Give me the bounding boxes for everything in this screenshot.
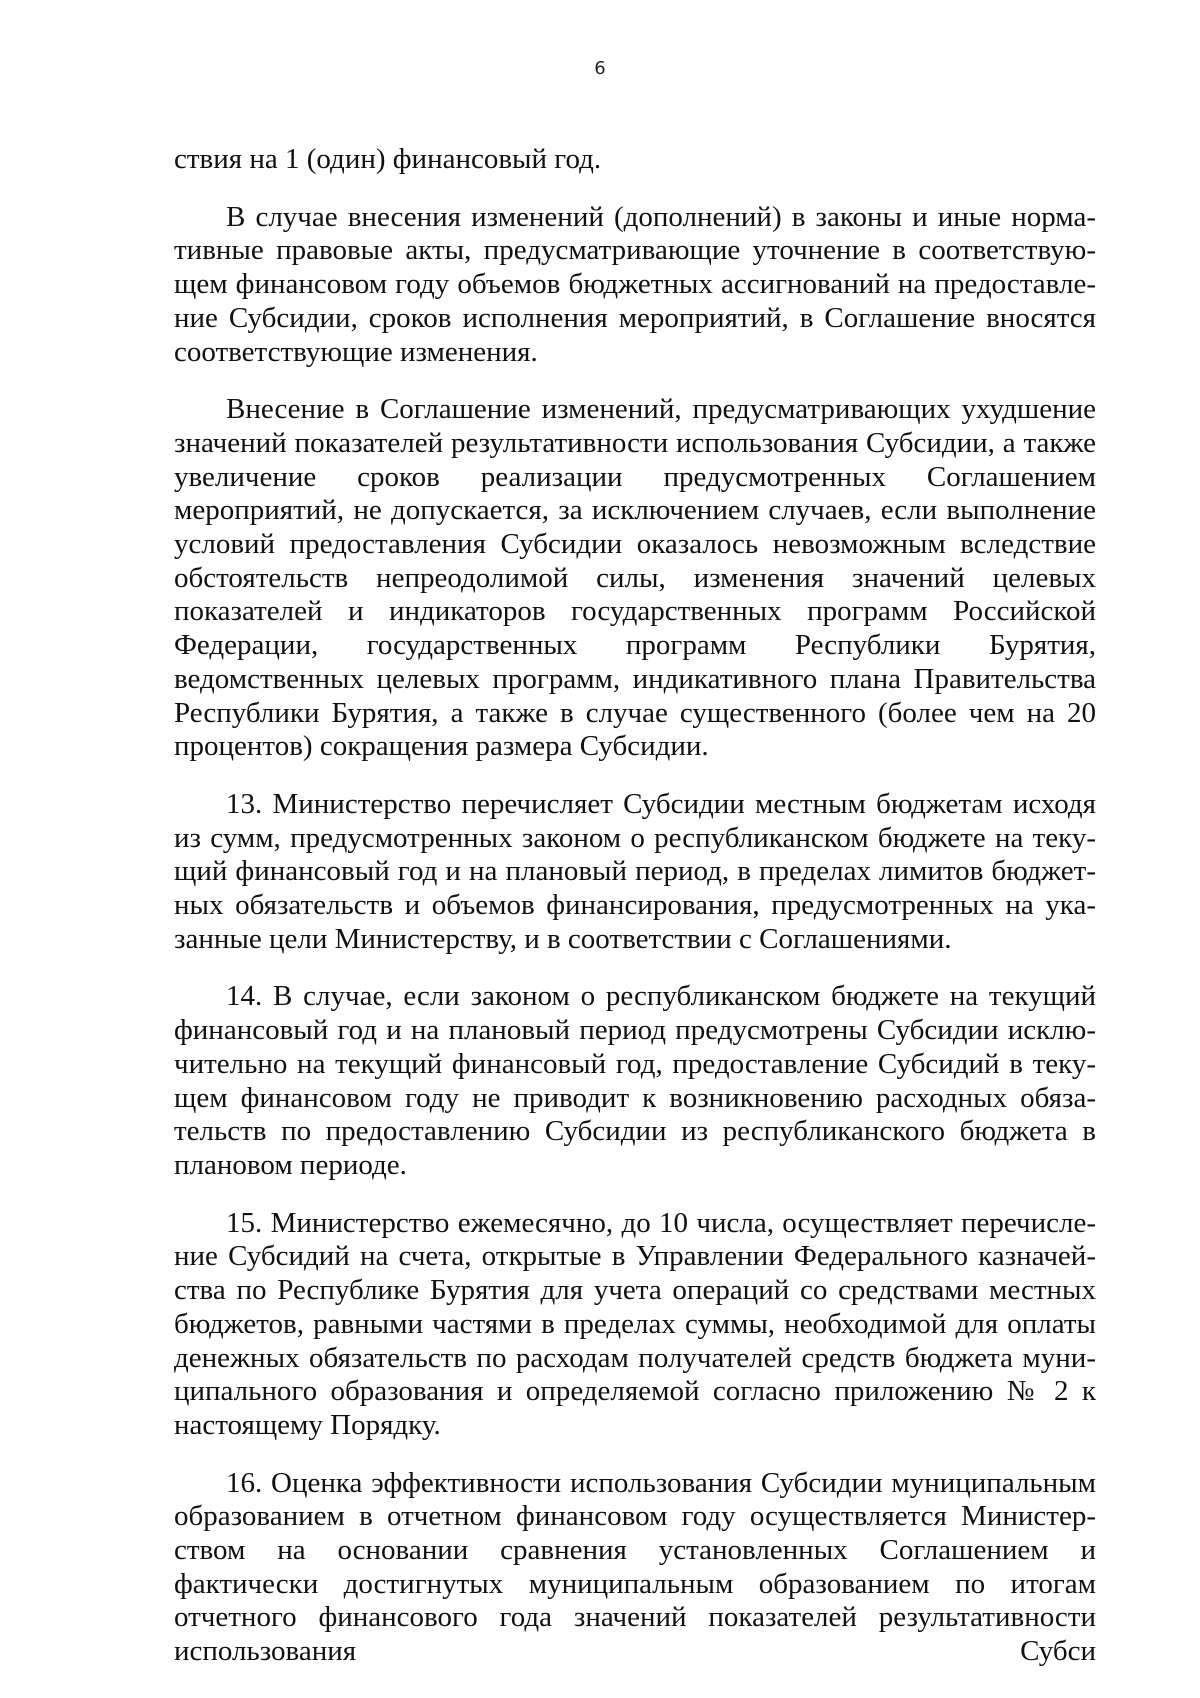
paragraph-item-15: 15. Министерство ежемесячно, до 10 числа, осуществляет перечисление Субсидий на счета, открытые в Управлении Федерального казначейства по Республике Бурятия для учета операций со средствами местных бюджетов, равными частями в пределах суммы, необходимой для оплаты денежных обязательств по расходам получателей средств бюджета муниципального образования и определяемой согласно приложению № 2 к настоящему Порядку. bbox=[174, 1206, 1096, 1441]
paragraph-item-14: 14. В случае, если законом о республиканском бюджете на текущий финансовый год и на плановый период предусмотрены Субсидии исключительно на текущий финансовый год, предоставление Субсидий в текущем финансовом году не приводит к возникновению расходных обязательств по предоставлению Субсидии из республиканского бюджета в плановом периоде. bbox=[174, 980, 1096, 1181]
paragraph-item-13: 13. Министерство перечисляет Субсидии местным бюджетам исходя из сумм, предусмотренных законом о республиканском бюджете на текущий финансовый год и на плановый период, в пределах лимитов бюджетных обязательств и объемов финансирования, предусмотренных на указанные цели Министерству, и в соответствии с Соглашениями. bbox=[174, 787, 1096, 955]
paragraph-continuation: ствия на 1 (один) финансовый год. bbox=[174, 143, 602, 175]
paragraph-indicator-changes: Внесение в Соглашение изменений, предусматривающих ухудшение значений показателей результативности использования Субсидии, а также увеличение сроков реализации предусмотренных Соглашением мероприятий, не допускается, за исключением случаев, если выполнение условий предоставления Субсидии оказалось невозможным вследствие обстоятельств непреодолимой силы, изменения значений целевых показателей и индикаторов государственных программ Российской Федерации, государственных программ Республики Бурятия, ведомственных целевых программ, индикативного плана Правительства Республики Бурятия, а также в случае существенного (более чем на 20 процентов) сокращения размера Субсидии. bbox=[174, 393, 1096, 763]
paragraph-item-16: 16. Оценка эффективности использования Субсидии муниципальным образованием в отчетном финансовом году осуществляется Министерством на основании сравнения установленных Соглашением и фактически достигнутых муниципальным образованием по итогам отчетного финансового года значений показателей результативности использования Субси bbox=[174, 1466, 1096, 1668]
document-body bbox=[174, 143, 1096, 1693]
paragraph-amendments: В случае внесения изменений (дополнений) в законы и иные нормативные правовые акты, предусматривающие уточнение в соответствующем финансовом году объемов бюджетных ассигнований на предоставление Субсидии, сроков исполнения мероприятий, в Соглашение вносятся соответствующие изменения. bbox=[174, 200, 1096, 368]
page-number: 6 bbox=[594, 58, 606, 79]
